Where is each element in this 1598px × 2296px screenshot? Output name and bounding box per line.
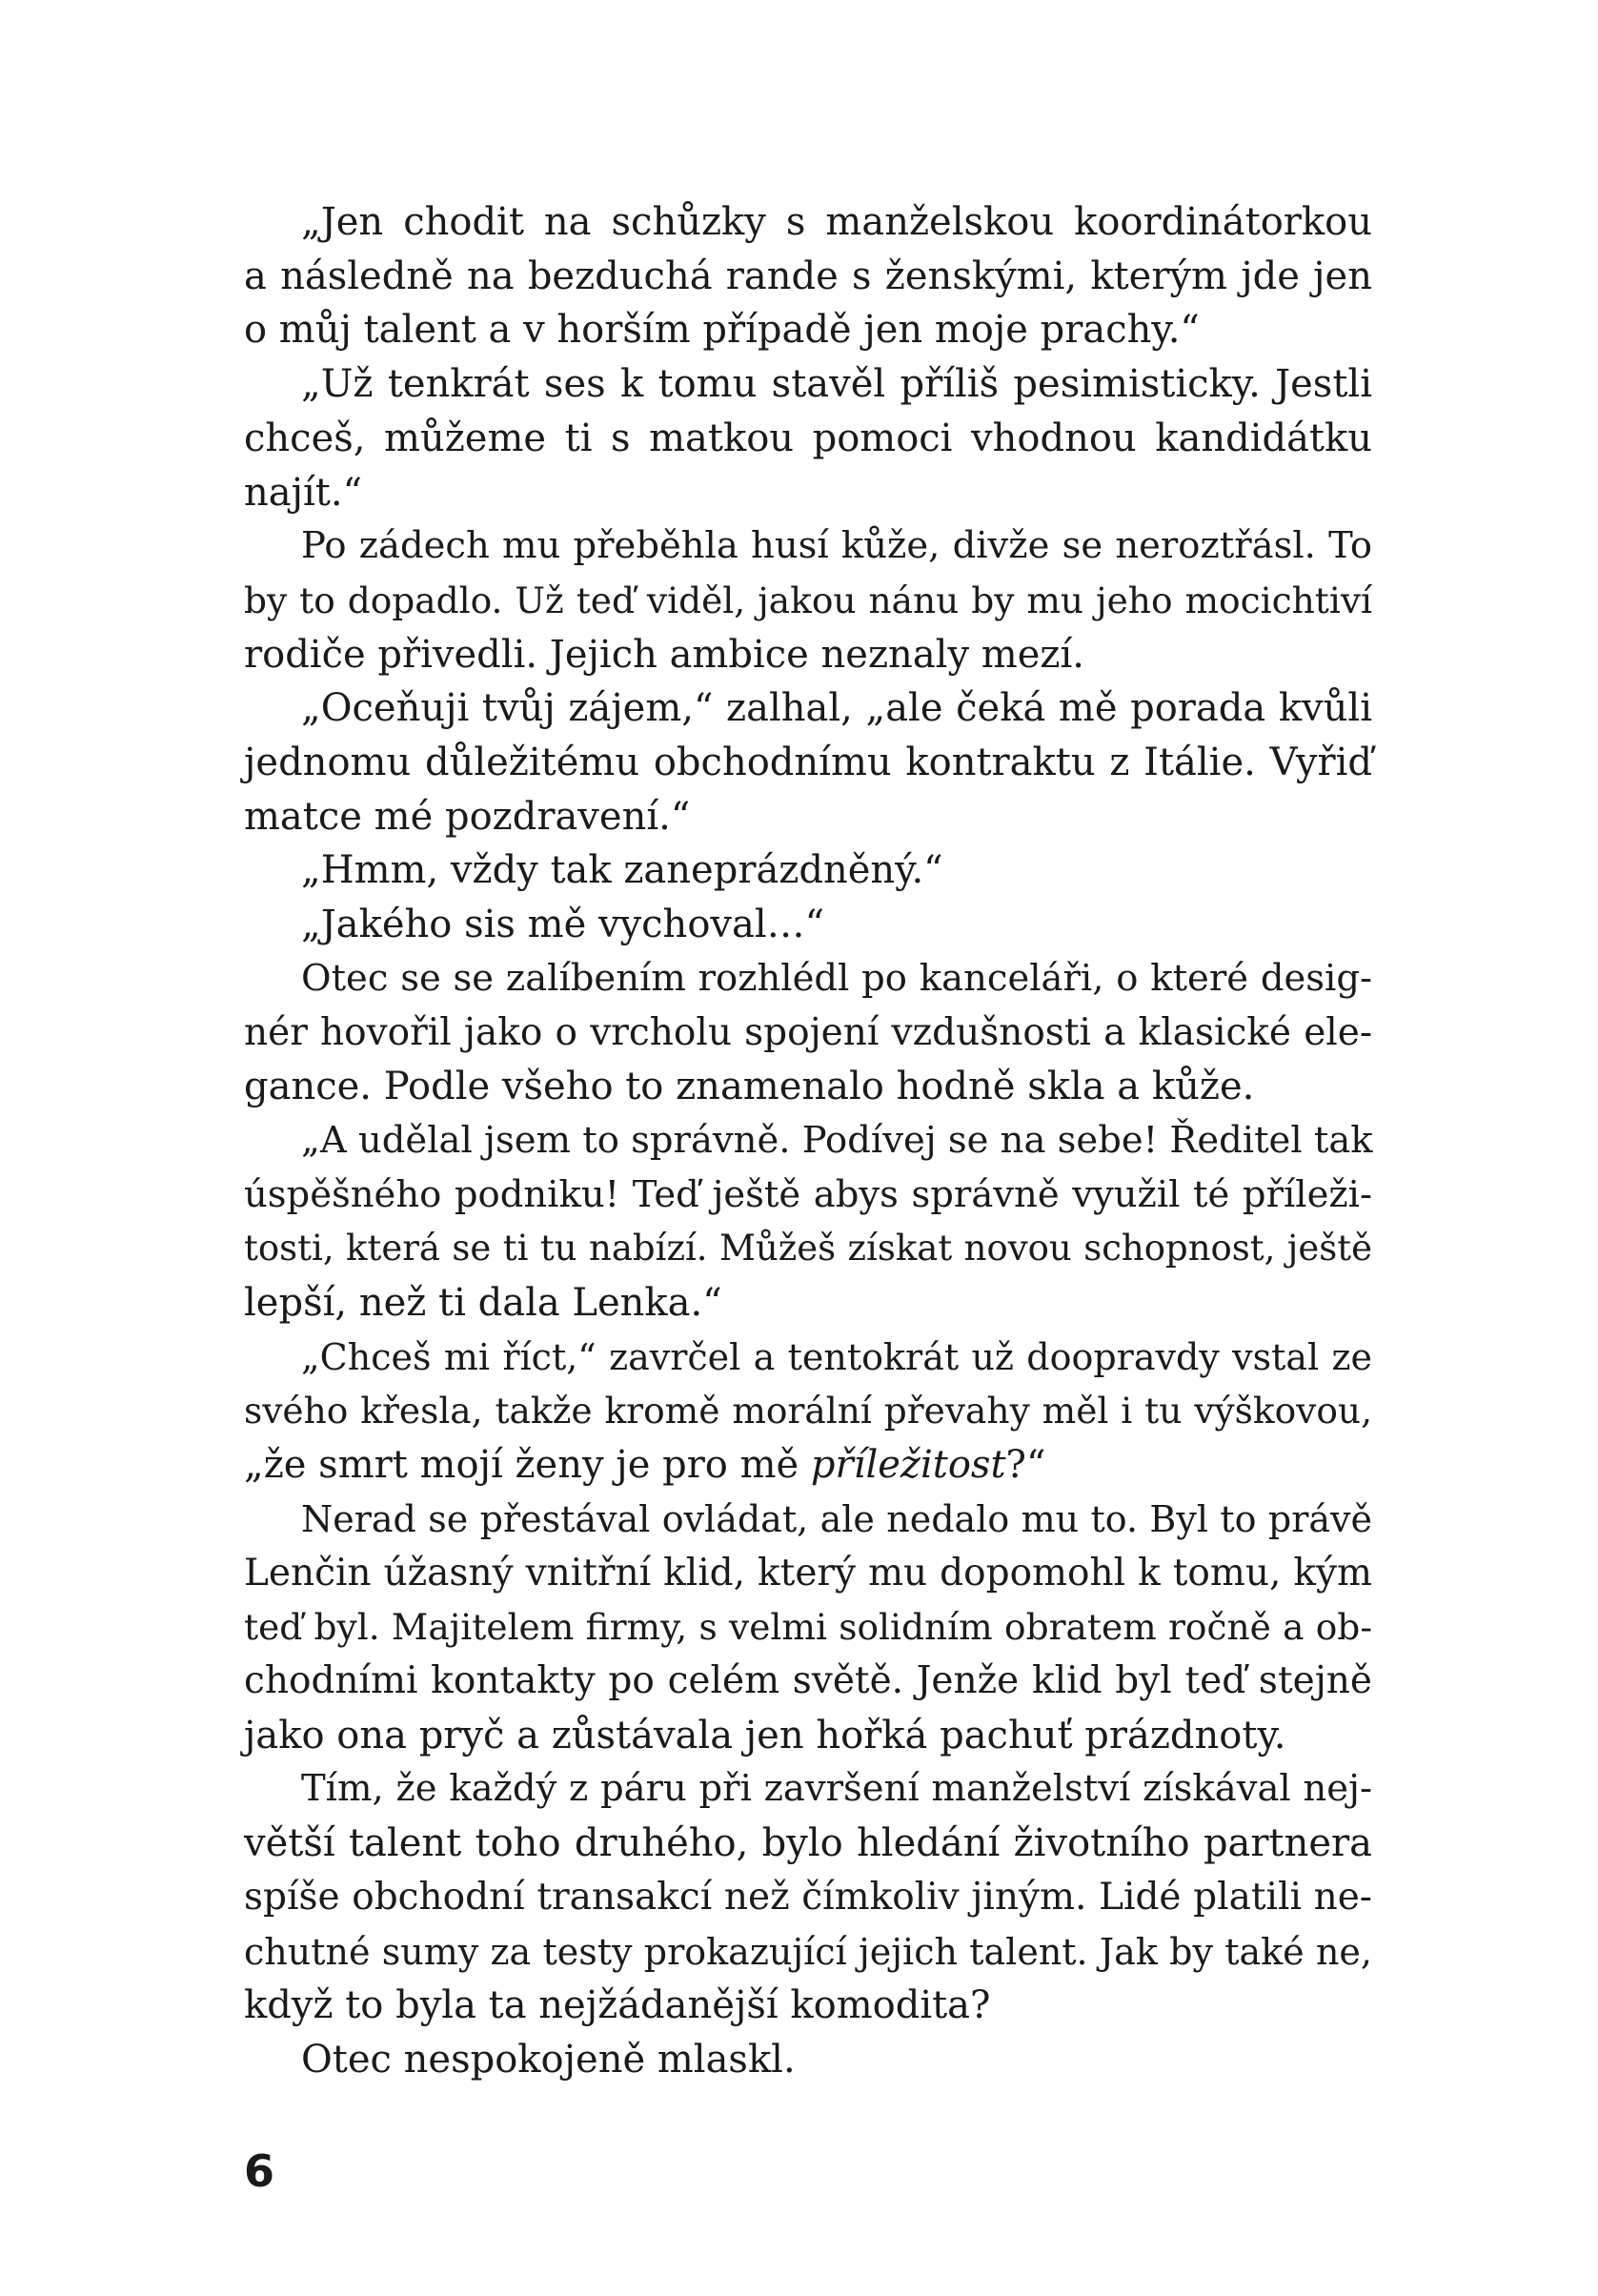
text-line: jednomu důležitému obchodnímu kontraktu z Itálie. Vyřiď bbox=[244, 741, 1372, 785]
text-line: „Jakého sis mě vychoval…“ bbox=[301, 903, 825, 947]
paragraph-1 bbox=[244, 195, 1372, 357]
text-line bbox=[244, 1438, 1372, 1493]
text-line: a následně na bezduchá rande s ženskými, kterým jde jen bbox=[244, 254, 1372, 298]
paragraph-7 bbox=[244, 952, 1372, 1114]
text-line: „Oceňuji tvůj zájem,“ zalhal, „ale čeká mě porada kvůli bbox=[301, 686, 1372, 731]
paragraph-5 bbox=[244, 843, 1372, 898]
page-number: 6 bbox=[244, 2145, 275, 2197]
text-line: o můj talent a v horším případě jen moje prachy.“ bbox=[244, 308, 1200, 353]
text-line: chceš, můžeme ti s matkou pomoci vhodnou kandidátku bbox=[244, 416, 1372, 460]
text-line: gance. Podle všeho to znamenalo hodně skla a kůže. bbox=[244, 1065, 1255, 1109]
text-line: spíše obchodní transakcí než čímkoliv jiným. Lidé platili ne- bbox=[244, 1875, 1372, 1919]
text-segment: „že smrt mojí ženy je pro mě bbox=[244, 1443, 811, 1488]
emphasized-word: příležitost bbox=[810, 1443, 1006, 1488]
text-line: Po zádech mu přeběhla husí kůže, divže se neroztřásl. To bbox=[301, 524, 1372, 568]
text-line: větší talent toho druhého, bylo hledání životního partnera bbox=[244, 1821, 1372, 1866]
text-line: lepší, než ti dala Lenka.“ bbox=[244, 1281, 722, 1326]
body-text bbox=[244, 195, 1372, 2087]
text-line: chodními kontakty po celém světě. Jenže klid byl teď stejně bbox=[244, 1658, 1372, 1702]
paragraph-10 bbox=[244, 1493, 1372, 1763]
text-line: Otec nespokojeně mlaskl. bbox=[301, 2037, 796, 2082]
text-line: svého křesla, takže kromě morální převahy měl i tu výškovou, bbox=[244, 1390, 1372, 1432]
paragraph-3 bbox=[244, 519, 1372, 681]
text-line: jako ona pryč a zůstávala jen hořká pachuť prázdnoty. bbox=[244, 1713, 1286, 1758]
text-line: „Hmm, vždy tak zaneprázdněný.“ bbox=[301, 848, 943, 893]
text-line: teď byl. Majitelem firmy, s velmi solidním obratem ročně a ob- bbox=[244, 1606, 1372, 1649]
text-line: když to byla ta nejžádanější komodita? bbox=[244, 1983, 991, 2028]
text-line: Lenčin úžasný vnitřní klid, který mu dopomohl k tomu, kým bbox=[244, 1551, 1372, 1595]
text-line: Nerad se přestával ovládat, ale nedalo mu to. Byl to právě bbox=[301, 1497, 1372, 1540]
text-line: najít.“ bbox=[244, 470, 363, 515]
text-line: „A udělal jsem to správně. Podívej se na sebe! Ředitel tak bbox=[301, 1118, 1373, 1162]
text-line: chutné sumy za testy prokazující jejich talent. Jak by také ne, bbox=[244, 1930, 1372, 1973]
paragraph-11 bbox=[244, 1762, 1372, 2033]
text-line: Otec se se zalíbením rozhlédl po kanceláři, o které desig- bbox=[301, 956, 1372, 1000]
paragraph-6 bbox=[244, 898, 1372, 952]
text-segment: ?“ bbox=[1005, 1443, 1046, 1488]
text-line: úspěšného podniku! Teď ještě abys správně využil té příleži- bbox=[244, 1172, 1372, 1216]
paragraph-12 bbox=[244, 2033, 1372, 2087]
text-line: by to dopadlo. Už teď viděl, jakou nánu by mu jeho mocichtiví bbox=[244, 579, 1372, 621]
text-line: rodiče přivedli. Jejich ambice neznaly mezí. bbox=[244, 632, 1084, 677]
text-line: Tím, že každý z páru při završení manželství získával nej- bbox=[301, 1767, 1372, 1811]
text-line: „Už tenkrát ses k tomu stavěl příliš pesimisticky. Jestli bbox=[301, 362, 1372, 407]
text-line: matce mé pozdravení.“ bbox=[244, 794, 691, 839]
text-line: „Jen chodit na schůzky s manželskou koordinátorkou bbox=[301, 200, 1372, 244]
paragraph-2 bbox=[244, 357, 1372, 519]
paragraph-9 bbox=[244, 1331, 1372, 1493]
text-line: nér hovořil jako o vrcholu spojení vzdušnosti a klasické ele- bbox=[244, 1010, 1372, 1054]
text-line: tosti, která se ti tu nabízí. Můžeš získat novou schopnost, ještě bbox=[244, 1228, 1372, 1270]
paragraph-8 bbox=[244, 1114, 1372, 1331]
paragraph-4 bbox=[244, 681, 1372, 843]
text-line: „Chceš mi říct,“ zavrčel a tentokrát už doopravdy vstal ze bbox=[301, 1335, 1372, 1378]
